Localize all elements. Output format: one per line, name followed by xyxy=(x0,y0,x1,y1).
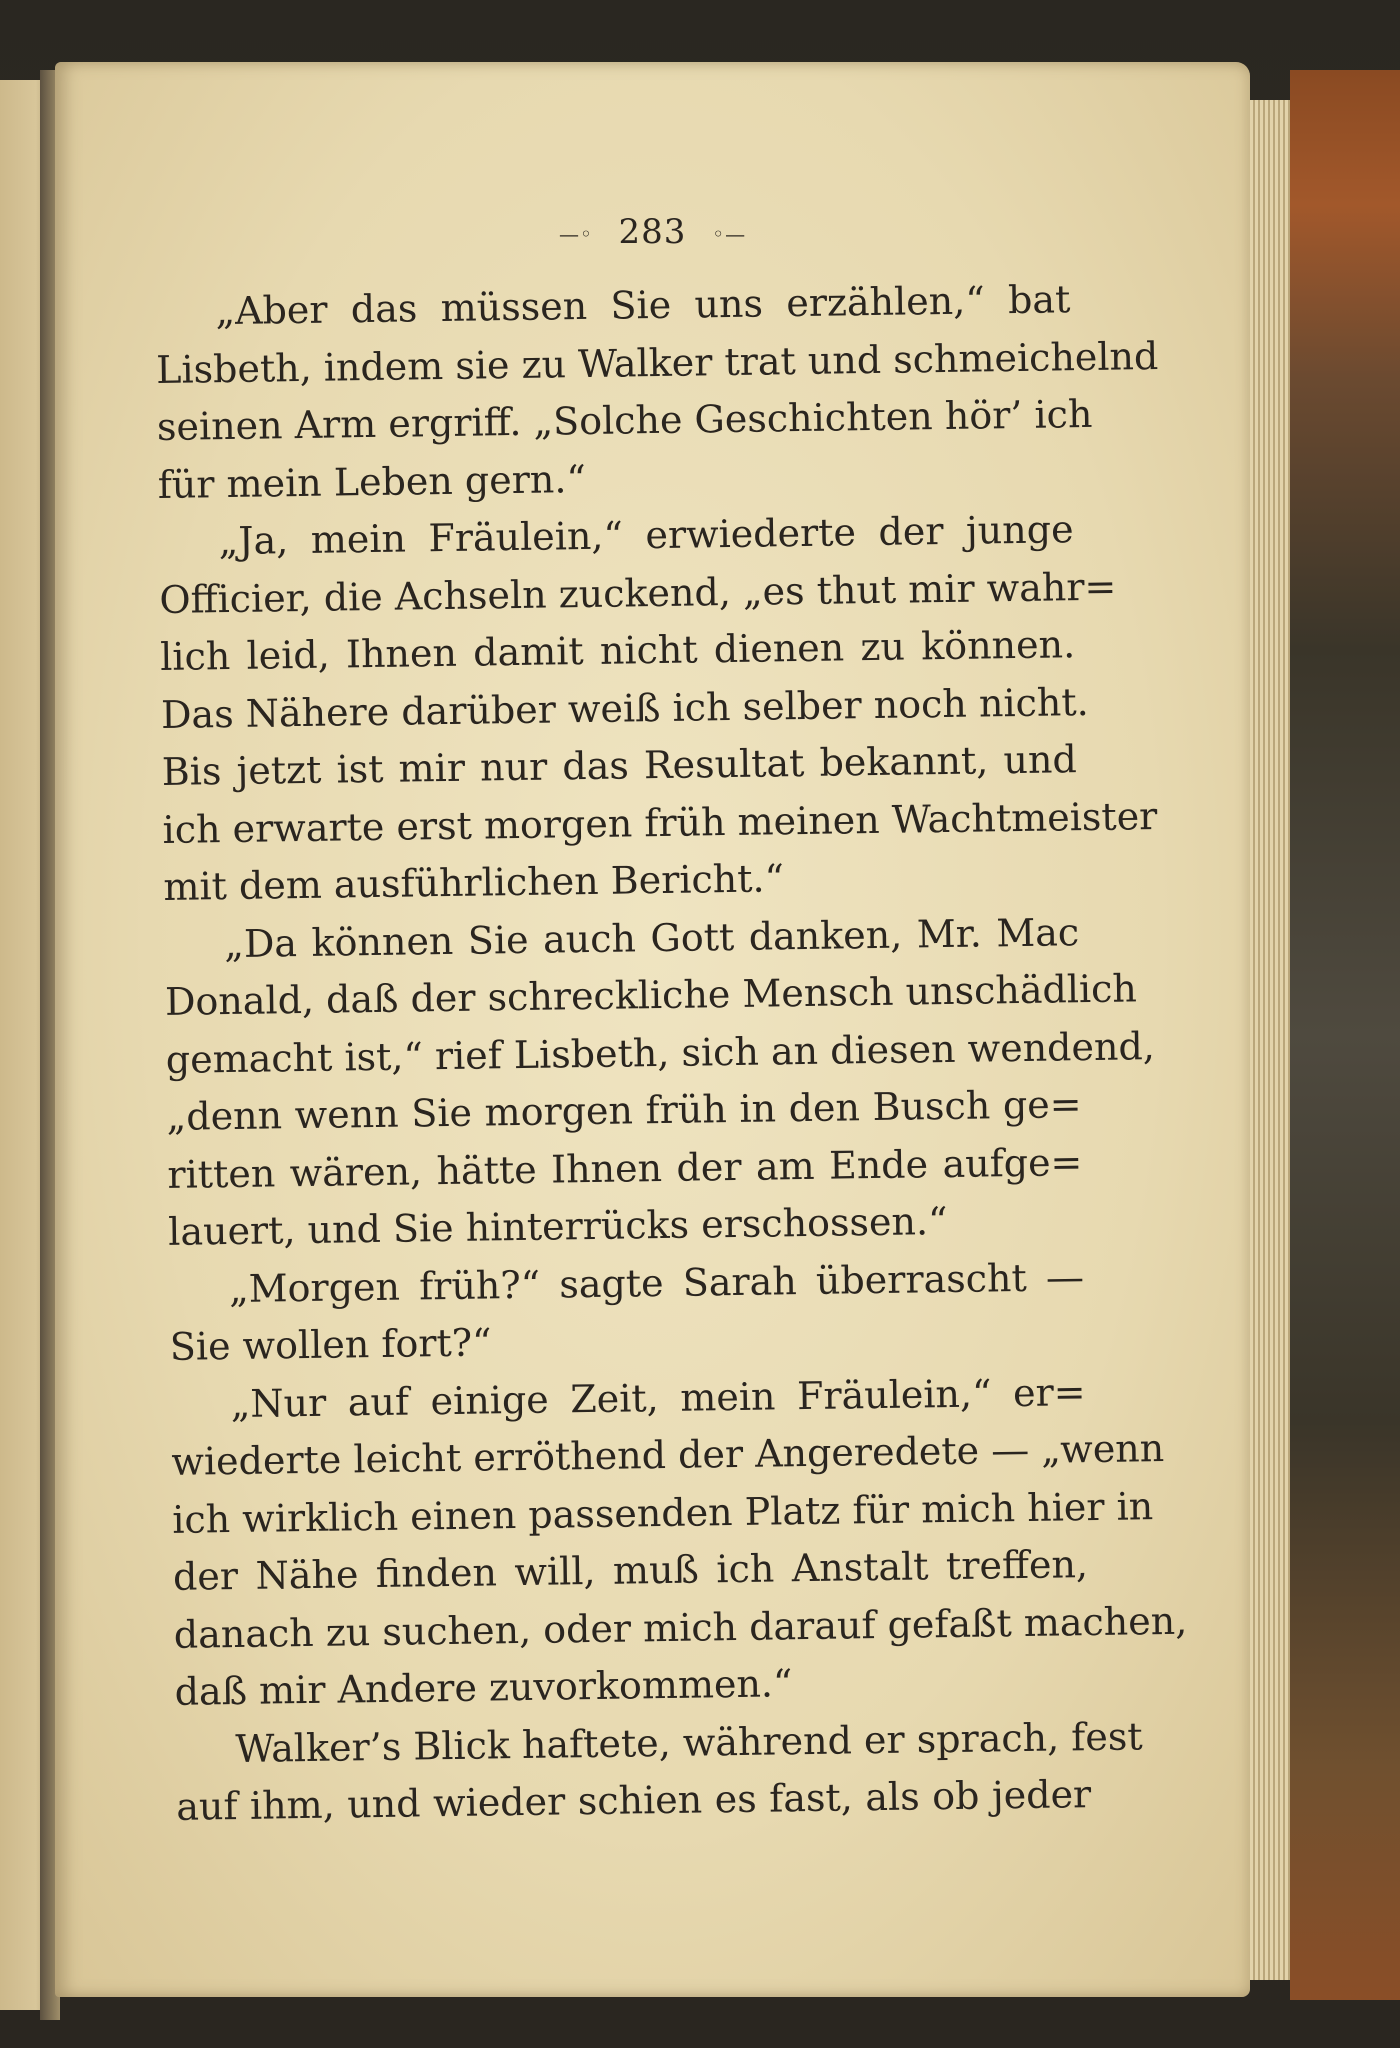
text-line: „Ja, mein Fräulein,“ erwiederte der junge xyxy=(218,507,1074,564)
text-line: „Aber das müssen Sie uns erzählen,“ bat xyxy=(215,277,1071,334)
header-left-mark: —◦ xyxy=(558,222,593,246)
text-line: mit dem ausführlichen Bericht.“ xyxy=(163,856,785,909)
text-line: auf ihm, und wieder schien es fast, als ob jeder xyxy=(175,1772,1092,1829)
text-line: Donald, daß der schreckliche Mensch unschädlich xyxy=(164,966,1138,1024)
text-line: seinen Arm ergriff. „Solche Geschichten hör’ ich xyxy=(156,391,1093,449)
body-text xyxy=(155,271,1188,1836)
text-line: Walker’s Blick haftete, während er sprach, fest xyxy=(235,1713,1143,1771)
text-line: „Da können Sie auch Gott danken, Mr. Mac xyxy=(223,909,1080,966)
text-line: Officier, die Achseln zuckend, „es thut mir wahr= xyxy=(159,564,1117,622)
text-line: ritten wären, hätte Ihnen der am Ende aufge= xyxy=(167,1139,1083,1197)
text-line: ich erwarte erst morgen früh meinen Wachtmeister xyxy=(162,793,1158,852)
book-cover-edge xyxy=(1290,70,1400,2000)
text-line: „Nur auf einige Zeit, mein Fräulein,“ er= xyxy=(230,1369,1086,1426)
page-number: 283 xyxy=(618,212,687,252)
text-line: der Nähe finden will, muß ich Anstalt treffen, xyxy=(172,1542,1089,1599)
book-page xyxy=(55,62,1250,1997)
text-line: lich leid, Ihnen damit nicht dienen zu können. xyxy=(159,622,1076,679)
text-line: danach zu suchen, oder mich darauf gefaßt machen, xyxy=(173,1598,1188,1657)
header-right-mark: ◦— xyxy=(712,222,747,246)
text-line: Bis jetzt ist mir nur das Resultat bekannt, und xyxy=(161,737,1078,794)
text-line: Lisbeth, indem sie zu Walker trat und schmeichelnd xyxy=(155,333,1159,392)
text-line: für mein Leben gern.“ xyxy=(157,456,587,507)
text-line: gemacht ist,“ rief Lisbeth, sich an diesen wendend, xyxy=(165,1023,1156,1082)
page-header xyxy=(55,212,1250,252)
text-line: ich wirklich einen passenden Platz für mich hier in xyxy=(171,1483,1154,1542)
text-line: daß mir Andere zuvorkommen.“ xyxy=(174,1661,793,1714)
text-line: wiederte leicht erröthend der Angeredete — „wenn xyxy=(171,1426,1165,1484)
text-line: lauert, und Sie hinterrücks erschossen.“ xyxy=(167,1199,948,1254)
text-line: „Morgen früh?“ sagte Sarah überrascht — xyxy=(228,1254,1085,1311)
text-line: Das Nähere darüber weiß ich selber noch nicht. xyxy=(160,679,1089,737)
text-line: Sie wollen fort?“ xyxy=(169,1320,492,1369)
text-line: „denn wenn Sie morgen früh in den Busch ge= xyxy=(166,1082,1082,1139)
